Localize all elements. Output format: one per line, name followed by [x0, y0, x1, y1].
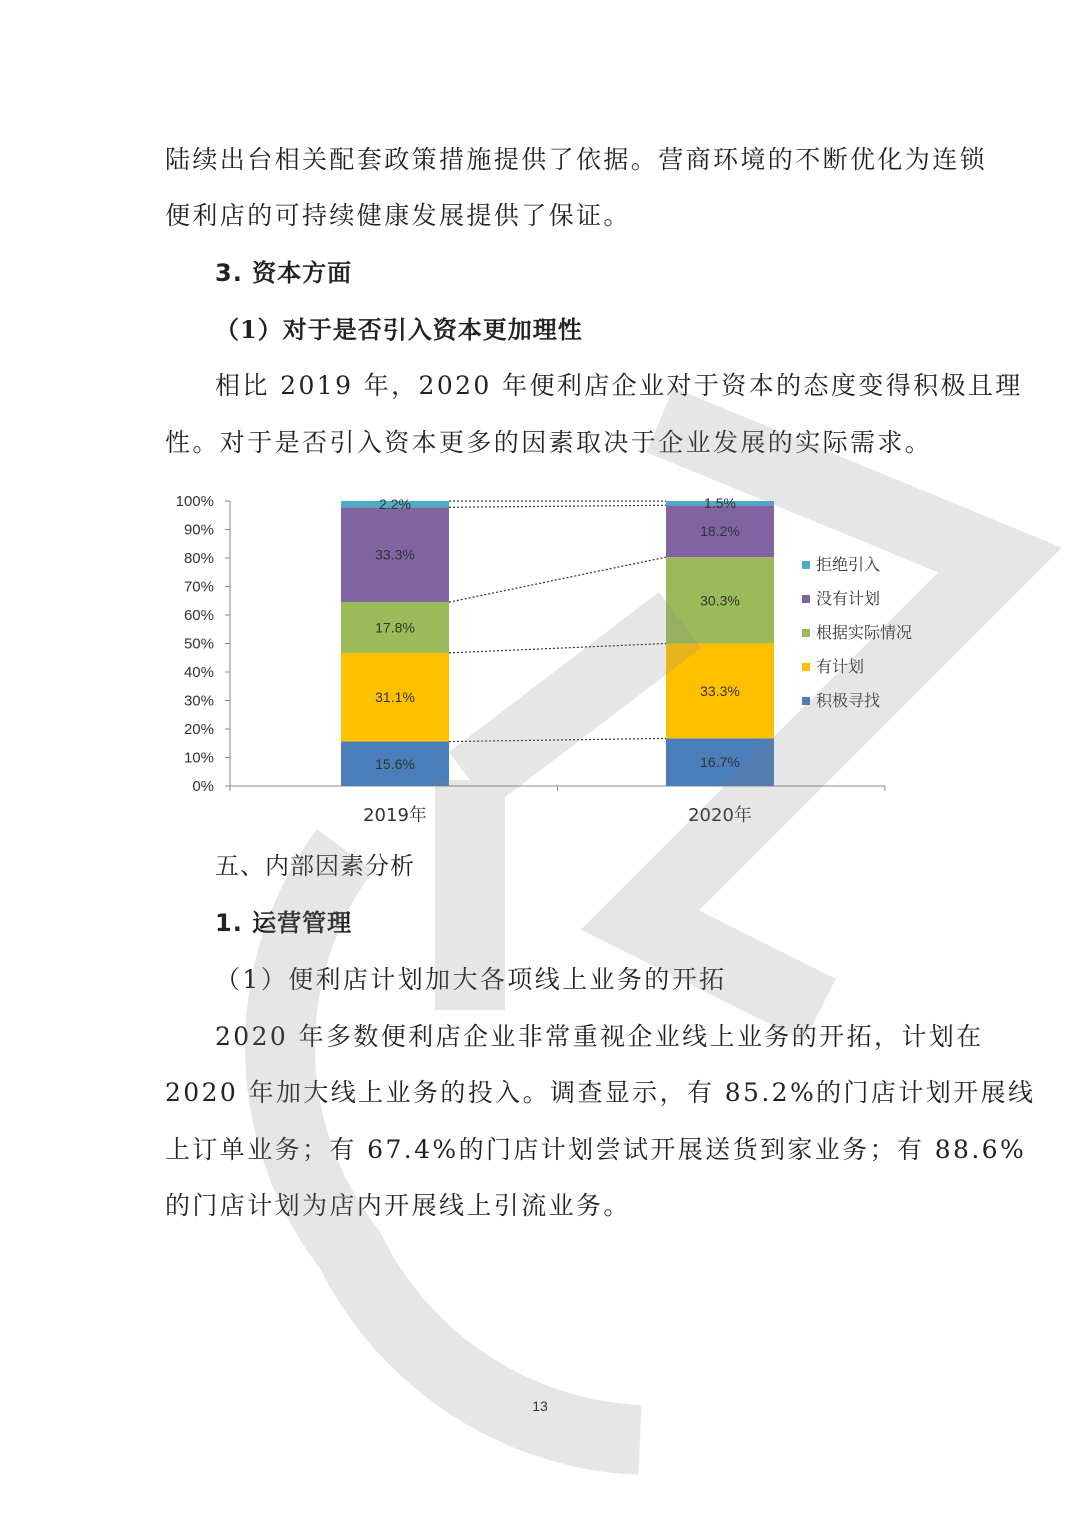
data-label: 16.7% — [700, 754, 740, 771]
y-tick-label: 90% — [183, 521, 214, 539]
legend-entry: 拒绝引入 — [816, 555, 881, 574]
y-tick-label: 60% — [183, 607, 214, 624]
section-heading: 3. 资本方面 — [215, 259, 353, 287]
y-tick-label: 80% — [183, 550, 214, 567]
legend-swatch — [802, 697, 810, 705]
y-tick-label: 40% — [183, 664, 214, 681]
y-tick-label: 30% — [183, 692, 214, 710]
data-label: 15.6% — [375, 755, 415, 772]
series-line — [449, 557, 666, 602]
subsection-heading: （1）对于是否引入资本更加理性 — [215, 315, 583, 344]
legend-entry: 根据实际情况 — [816, 623, 913, 642]
body-text-line: 性。对于是否引入资本更多的因素取决于企业发展的实际需求。 — [165, 428, 933, 457]
y-tick-label: 70% — [183, 578, 214, 596]
legend-entry: 积极寻找 — [816, 691, 881, 710]
data-label: 1.5% — [704, 495, 736, 512]
x-tick-label: 2019年 — [363, 805, 427, 826]
stacked-bar-chart — [160, 488, 940, 833]
series-line — [449, 644, 666, 653]
y-tick-label: 10% — [183, 749, 214, 767]
data-label: 31.1% — [375, 689, 415, 706]
body-text-line: 陆续出台相关配套政策措施提供了依据。营商环境的不断优化为连锁 — [165, 145, 988, 174]
data-label: 33.3% — [375, 546, 415, 563]
y-tick-label: 0% — [192, 778, 214, 795]
legend-swatch — [802, 629, 810, 637]
section-heading: 1. 运营管理 — [215, 909, 353, 937]
legend-entry: 没有计划 — [816, 589, 881, 608]
y-tick-label: 20% — [183, 721, 214, 738]
body-text-line: 上订单业务；有 67.4%的门店计划尝试开展送货到家业务；有 88.6% — [165, 1135, 1027, 1164]
data-label: 2.2% — [379, 496, 411, 513]
body-text-line: 便利店的可持续健康发展提供了保证。 — [165, 201, 631, 230]
data-label: 33.3% — [700, 682, 740, 699]
x-tick-label: 2020年 — [688, 805, 752, 826]
body-text-line: 的门店计划为店内开展线上引流业务。 — [165, 1191, 631, 1220]
body-text-line: 相比 2019 年，2020 年便利店企业对于资本的态度变得积极且理 — [215, 371, 1023, 400]
series-line — [449, 738, 666, 741]
series-line — [449, 505, 666, 507]
data-label: 17.8% — [375, 619, 415, 636]
y-tick-label: 50% — [183, 635, 214, 653]
legend-entry: 有计划 — [816, 657, 865, 676]
data-label: 30.3% — [700, 592, 740, 609]
subsection-heading: （1）便利店计划加大各项线上业务的开拓 — [215, 965, 727, 994]
legend-swatch — [802, 663, 810, 671]
legend-swatch — [802, 595, 810, 603]
page-number: 13 — [532, 1398, 548, 1414]
body-text-line: 2020 年多数便利店企业非常重视企业线上业务的开拓，计划在 — [215, 1022, 984, 1051]
y-tick-label: 100% — [175, 493, 214, 510]
section-heading: 五、内部因素分析 — [215, 852, 415, 880]
data-label: 18.2% — [700, 523, 740, 540]
legend-swatch — [802, 561, 810, 569]
body-text-line: 2020 年加大线上业务的投入。调查显示，有 85.2%的门店计划开展线 — [165, 1078, 1036, 1107]
